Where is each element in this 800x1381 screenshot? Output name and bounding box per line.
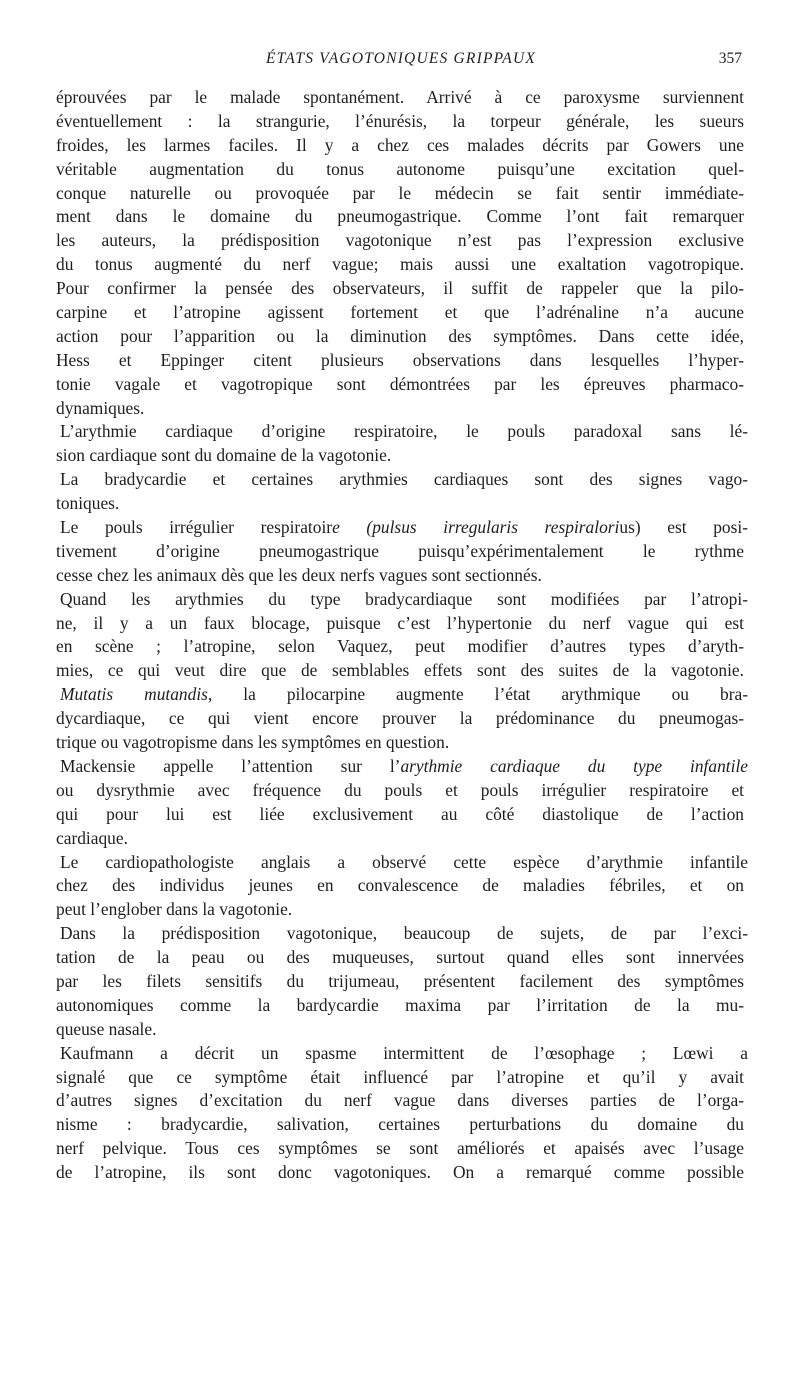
text-line: Kaufmann a décrit un spasme intermittent de l’œsophage ; Lœwi a: [60, 1042, 748, 1063]
text-line: Quand les arythmies du type bradycardiaque sont modifiées par l’atropi-: [60, 588, 748, 609]
text-line: d’autres signes d’excitation du nerf vague dans diverses parties de l’orga-: [56, 1090, 744, 1111]
italic-phrase: arythmie cardiaque du type infantile: [400, 755, 748, 776]
text-line: du tonus augmenté du nerf vague; mais aussi une exaltation vagotropique.: [56, 254, 744, 275]
text-line: les auteurs, la prédisposition vagotonique n’est pas l’expression exclusive: [56, 230, 744, 251]
text-line: L’arythmie cardiaque d’origine respiratoire, le pouls paradoxal sans lé-: [60, 421, 748, 442]
text-line: de l’atropine, ils sont donc vagotoniques. On a remarqué comme possible: [56, 1162, 744, 1183]
text-line: chez des individus jeunes en convalescence de maladies fébriles, et on: [56, 875, 744, 896]
text-line: mies, ce qui veut dire que de semblables effets sont des suites de la vagotonie.: [56, 660, 744, 681]
text-line: sion cardiaque sont du domaine de la vagotonie.: [56, 445, 392, 466]
text-line: Le pouls irrégulier respiratoire (pulsus irregularis respiralorius) est posi-: [60, 517, 748, 538]
running-head: [60, 50, 742, 72]
text-line: dynamiques.: [56, 397, 145, 418]
running-title: ÉTATS VAGOTONIQUES GRIPPAUX: [265, 50, 537, 67]
text-line: Dans la prédisposition vagotonique, beaucoup de sujets, de par l’exci-: [60, 923, 748, 944]
body-text: [56, 86, 748, 1185]
text-line: tivement d’origine pneumogastrique puisqu’expérimentalement le rythme: [56, 540, 744, 561]
text-line: cesse chez les animaux dès que les deux nerfs vagues sont sectionnés.: [56, 564, 542, 585]
italic-phrase: Mutatis mutandis: [60, 684, 208, 705]
text-line: signalé que ce symptôme était influencé par l’atropine et qu’il y avait: [56, 1066, 744, 1087]
text-line: ment dans le domaine du pneumogastrique. Comme l’ont fait remarquer: [56, 206, 744, 227]
text-line: trique ou vagotropisme dans les symptômes en question.: [56, 732, 450, 753]
italic-phrase: e (pulsus irregularis respiralori: [332, 517, 620, 538]
text-line: véritable augmentation du tonus autonome puisqu’une excitation quel-: [56, 158, 744, 179]
text-line: nerf pelvique. Tous ces symptômes se sont améliorés et apaisés avec l’usage: [56, 1138, 744, 1159]
text-line: carpine et l’atropine agissent fortement et que l’adrénaline n’a aucune: [56, 302, 744, 323]
text-line: action pour l’apparition ou la diminution des symptômes. Dans cette idée,: [56, 325, 744, 346]
text-line: froides, les larmes faciles. Il y a chez ces malades décrits par Gowers une: [56, 134, 744, 155]
text-line: cardiaque.: [56, 827, 128, 848]
text-line: Mutatis mutandis, la pilocarpine augmente l’état arythmique ou bra-: [60, 684, 748, 705]
text-line: queuse nasale.: [56, 1018, 157, 1039]
text-line: par les filets sensitifs du trijumeau, présentent facilement des symptômes: [56, 970, 744, 991]
text-line: éventuellement : la strangurie, l’énurésis, la torpeur générale, les sueurs: [56, 110, 744, 131]
text-line: conque naturelle ou provoquée par le médecin se fait sentir immédiate-: [56, 182, 744, 203]
text-line: Mackensie appelle l’attention sur l’arythmie cardiaque du type infantile: [60, 755, 748, 776]
text-line: nisme : bradycardie, salivation, certaines perturbations du domaine du: [56, 1114, 744, 1135]
text-line: éprouvées par le malade spontanément. Arrivé à ce paroxysme surviennent: [56, 87, 744, 107]
text-line: qui pour lui est liée exclusivement au côté diastolique de l’action: [56, 803, 744, 824]
text-line: Hess et Eppinger citent plusieurs observations dans lesquelles l’hyper-: [56, 349, 744, 370]
text-line: Pour confirmer la pensée des observateurs, il suffit de rappeler que la pilo-: [56, 278, 744, 299]
text-line: dycardiaque, ce qui vient encore prouver la prédominance du pneumogas-: [56, 708, 744, 729]
text-line: ne, il y a un faux blocage, puisque c’est l’hypertonie du nerf vague qui est: [56, 612, 744, 633]
text-line: tation de la peau ou des muqueuses, surtout quand elles sont innervées: [56, 947, 744, 968]
text-line: autonomiques comme la bardycardie maxima par l’irritation de la mu-: [56, 994, 744, 1015]
text-line: peut l’englober dans la vagotonie.: [56, 899, 293, 920]
text-line: tonie vagale et vagotropique sont démontrées par les épreuves pharmaco-: [56, 373, 744, 394]
text-line: La bradycardie et certaines arythmies cardiaques sont des signes vago-: [60, 469, 748, 490]
page-number: 357: [718, 50, 742, 67]
text-line: ou dysrythmie avec fréquence du pouls et pouls irrégulier respiratoire et: [56, 779, 744, 800]
text-line: en scène ; l’atropine, selon Vaquez, peut modifier d’autres types d’aryth-: [56, 636, 744, 657]
text-line: toniques.: [56, 493, 120, 514]
text-line: Le cardiopathologiste anglais a observé cette espèce d’arythmie infantile: [60, 851, 748, 872]
